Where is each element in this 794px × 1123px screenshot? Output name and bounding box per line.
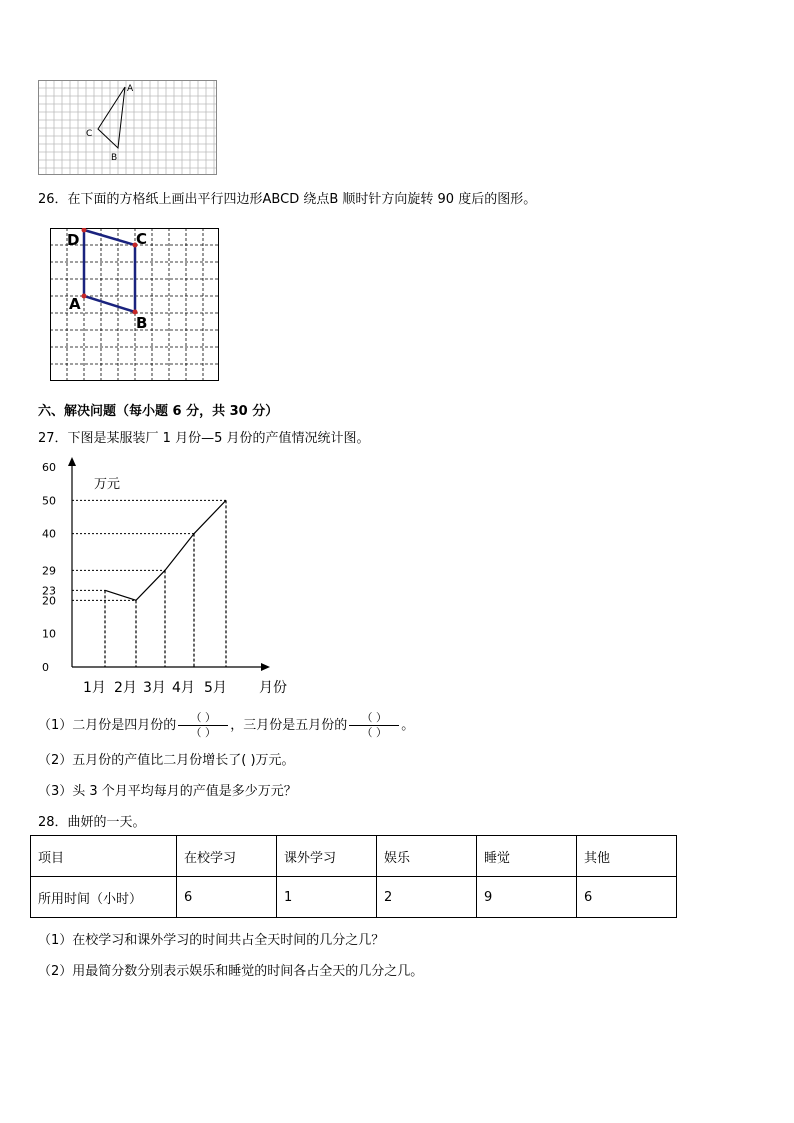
table-cell: 娱乐: [377, 836, 477, 877]
x-tick-label: 1月: [83, 680, 106, 696]
x-tick-labels: [83, 680, 227, 696]
y-axis-arrow: [68, 457, 76, 466]
x-tick-label: 3月: [143, 680, 166, 696]
y-tick-label: 20: [42, 594, 56, 608]
table-cell: 睡觉: [477, 836, 577, 877]
q28-sub2: （2）用最简分数分别表示娱乐和睡觉的时间各占全天的几分之几。: [38, 964, 424, 979]
parallelogram-grid-figure: [50, 228, 220, 382]
label-d: D: [67, 231, 80, 249]
q27-sub2: （2）五月份的产值比二月份增长了( )万元。: [38, 753, 295, 768]
q27-sub1-text-b: ，三月份是五月份的: [230, 718, 348, 733]
fraction-blank-1-denominator: （ ）: [190, 726, 217, 739]
q27-sub1-text-a: （1）二月份是四月份的: [38, 718, 177, 733]
series-line: [105, 500, 226, 600]
production-line-chart: [30, 455, 320, 700]
y-tick-label: 23: [42, 584, 56, 598]
y-tick-label: 40: [42, 527, 56, 541]
fraction-blank-1[interactable]: [178, 711, 228, 740]
y-tick-labels: [42, 461, 56, 674]
table-row: [31, 877, 677, 918]
table-cell: 项目: [31, 836, 177, 877]
table-cell: 其他: [577, 836, 677, 877]
table-cell: 在校学习: [177, 836, 277, 877]
fraction-blank-2[interactable]: [349, 711, 399, 740]
table-cell: 6: [177, 877, 277, 918]
table-cell: 2: [377, 877, 477, 918]
question-26: 26．在下面的方格纸上画出平行四边形ABCD 绕点B 顺时针方向旋转 90 度后的图形。: [38, 192, 537, 207]
y-axis-unit: 万元: [94, 477, 121, 492]
point-a: [82, 294, 87, 299]
q27-sub1: [38, 711, 414, 740]
label-a: A: [69, 295, 81, 313]
label-b: B: [136, 314, 148, 332]
table-cell: 所用时间（小时）: [31, 877, 177, 918]
q27-sub3: （3）头 3 个月平均每月的产值是多少万元？: [38, 784, 297, 799]
table-cell: 课外学习: [277, 836, 377, 877]
x-tick-label: 2月: [114, 680, 137, 696]
triangle-grid-lines: [38, 80, 217, 175]
fraction-blank-2-numerator: （ ）: [361, 711, 388, 724]
daily-time-table: [30, 835, 677, 918]
point-d: [82, 228, 87, 233]
parallelogram-abcd: [84, 230, 135, 312]
table-cell: 1: [277, 877, 377, 918]
y-tick-label: 10: [42, 627, 56, 641]
x-tick-label: 5月: [204, 680, 227, 696]
x-axis-label: 月份: [259, 680, 287, 696]
y-tick-label: 29: [42, 564, 56, 578]
y-tick-label: 60: [42, 461, 56, 474]
table-cell: 9: [477, 877, 577, 918]
question-27: 27．下图是某服装厂 1 月份—5 月份的产值情况统计图。: [38, 431, 370, 446]
triangle-label-c: C: [86, 129, 93, 139]
y-tick-label: 50: [42, 494, 56, 508]
fraction-blank-1-numerator: （ ）: [190, 711, 217, 724]
label-c: C: [136, 230, 148, 248]
question-28: 28．曲妍的一天。: [38, 815, 146, 830]
x-axis-arrow: [261, 663, 270, 671]
triangle-label-b: B: [111, 153, 118, 163]
y-tick-label: 0: [42, 661, 49, 674]
q27-sub1-text-c: 。: [401, 718, 415, 733]
triangle-grid-figure: [38, 80, 218, 176]
q28-sub1: （1）在校学习和课外学习的时间共占全天时间的几分之几？: [38, 933, 385, 948]
dotted-guides: [72, 500, 226, 667]
table-cell: 6: [577, 877, 677, 918]
table-header-row: [31, 836, 677, 877]
x-tick-label: 4月: [172, 680, 195, 696]
triangle-label-a: A: [127, 84, 134, 94]
fraction-blank-2-denominator: （ ）: [361, 726, 388, 739]
section-6-title: 六、解决问题（每小题 6 分，共 30 分）: [38, 404, 279, 419]
